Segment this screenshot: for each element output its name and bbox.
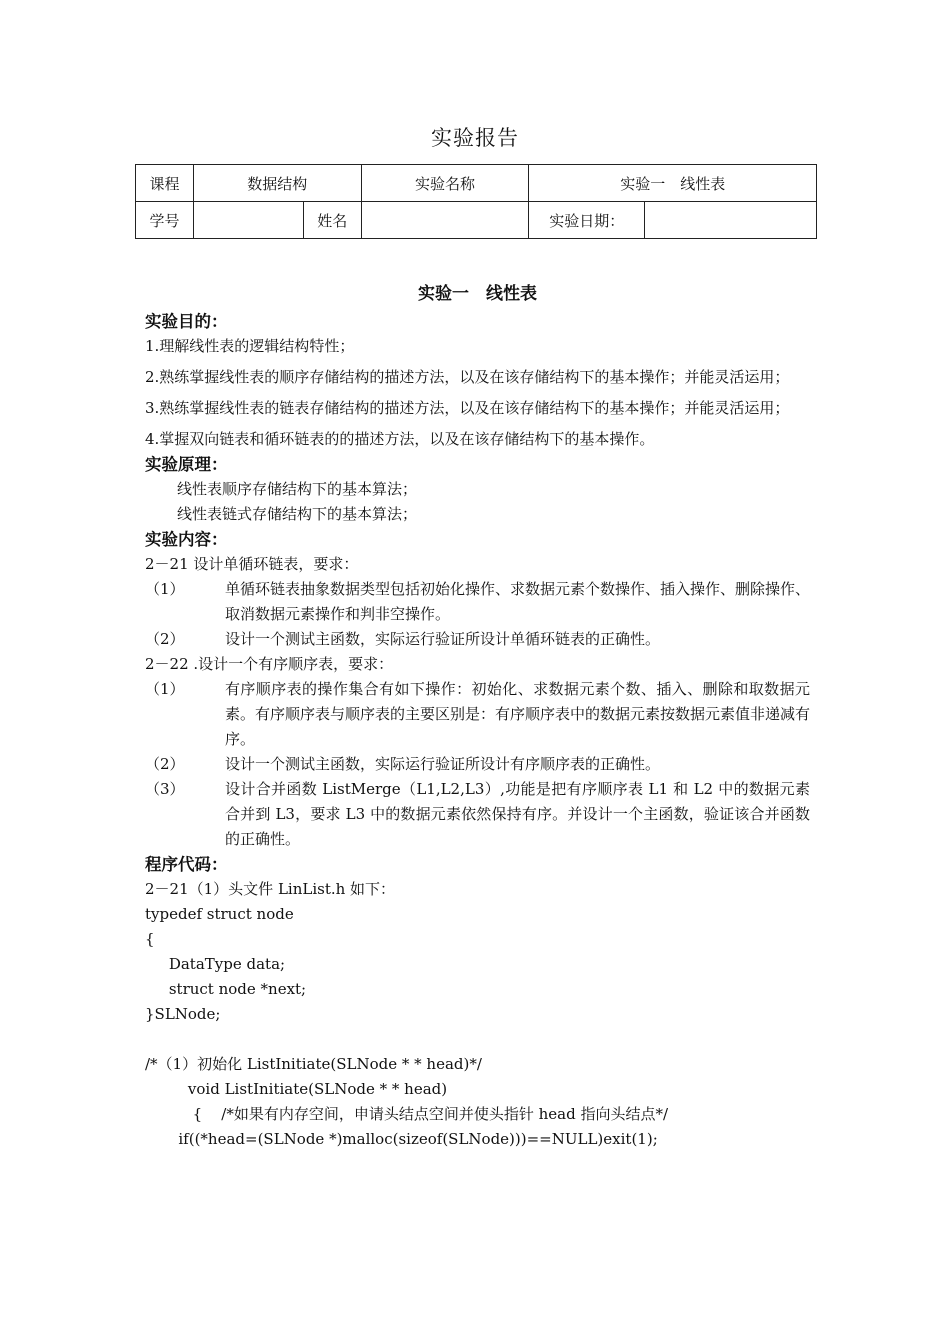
- code-line: void ListInitiate(SLNode * * head): [145, 1080, 448, 1098]
- task2-item-text: 有序顺序表的操作集合有如下操作：初始化、求数据元素个数、插入、删除和取数据元素。有序顺序表与顺序表的主要区别是：有序顺序表中的数据元素按数据元素值非递减有序。: [225, 680, 811, 748]
- purpose-title: 实验目的：: [145, 312, 228, 331]
- task2-item-number: （2）: [145, 755, 185, 773]
- task2-item: [145, 777, 810, 852]
- task1-item: [145, 577, 810, 627]
- code-title: 程序代码：: [145, 855, 228, 874]
- purpose-item: 4.掌握双向链表和循环链表的的描述方法，以及在该存储结构下的基本操作。: [145, 430, 655, 448]
- task2-item-number: （3）: [145, 780, 185, 798]
- course-value: 数据结构: [193, 165, 361, 202]
- task2-item: [145, 752, 810, 777]
- code-line: DataType data;: [145, 955, 286, 973]
- report-body: [145, 282, 810, 1152]
- code-line: typedef struct node: [145, 905, 294, 923]
- task2-item-number: （1）: [145, 680, 185, 698]
- code-line: struct node *next;: [145, 980, 307, 998]
- date-value: [645, 202, 817, 239]
- page-title: 实验报告: [431, 126, 519, 150]
- principle-title: 实验原理：: [145, 455, 228, 474]
- student-id-label: 学号: [136, 202, 194, 239]
- name-value: [361, 202, 529, 239]
- code-line: {: [145, 930, 155, 948]
- code-line: { /*如果有内存空间，申请头结点空间并使头指针 head 指向头结点*/: [145, 1105, 669, 1123]
- purpose-item: 2.熟练掌握线性表的顺序存储结构的描述方法，以及在该存储结构下的基本操作；并能灵活运用；: [145, 368, 790, 386]
- content-title: 实验内容：: [145, 530, 228, 549]
- task2-item-text: 设计一个测试主函数，实际运行验证所设计有序顺序表的正确性。: [225, 755, 661, 773]
- code-line: if((*head=(SLNode *)malloc(sizeof(SLNode)))==NULL)exit(1);: [145, 1130, 658, 1148]
- purpose-item: 3.熟练掌握线性表的链表存储结构的描述方法，以及在该存储结构下的基本操作；并能灵活运用；: [145, 399, 790, 417]
- name-label: 姓名: [303, 202, 361, 239]
- principle-item: 线性表链式存储结构下的基本算法；: [177, 505, 418, 523]
- task2-item-text: 设计合并函数 ListMerge（L1,L2,L3）,功能是把有序顺序表 L1 和 L2 中的数据元素合并到 L3，要求 L3 中的数据元素依然保持有序。并设计一个主函数，验证该合并函数的正确性。: [225, 780, 810, 848]
- task1-item-number: （1）: [145, 580, 185, 598]
- code-line: }SLNode;: [145, 1005, 221, 1023]
- report-info-table: [135, 164, 817, 239]
- date-label: 实验日期：: [529, 202, 645, 239]
- task1-intro: 2－21 设计单循环链表，要求：: [145, 555, 359, 573]
- task2-item: [145, 677, 810, 752]
- experiment-name-value: 实验一 线性表: [529, 165, 817, 202]
- experiment-heading: 实验一 线性表: [418, 284, 537, 304]
- task1-item-text: 单循环链表抽象数据类型包括初始化操作、求数据元素个数操作、插入操作、删除操作、取消数据元素操作和判非空操作。: [225, 580, 811, 623]
- task1-item-number: （2）: [145, 630, 185, 648]
- code-line: /*（1）初始化 ListInitiate(SLNode * * head)*/: [145, 1055, 482, 1073]
- task1-item: [145, 627, 810, 652]
- code-line: [145, 1027, 810, 1052]
- student-id-value: [193, 202, 303, 239]
- purpose-item: 1.理解线性表的逻辑结构特性；: [145, 337, 355, 355]
- code-intro: 2－21（1）头文件 LinList.h 如下：: [145, 880, 396, 898]
- task1-item-text: 设计一个测试主函数，实际运行验证所设计单循环链表的正确性。: [225, 630, 661, 648]
- course-label: 课程: [136, 165, 194, 202]
- task2-intro: 2－22 .设计一个有序顺序表，要求：: [145, 655, 394, 673]
- principle-item: 线性表顺序存储结构下的基本算法；: [177, 480, 418, 498]
- experiment-name-label: 实验名称: [361, 165, 529, 202]
